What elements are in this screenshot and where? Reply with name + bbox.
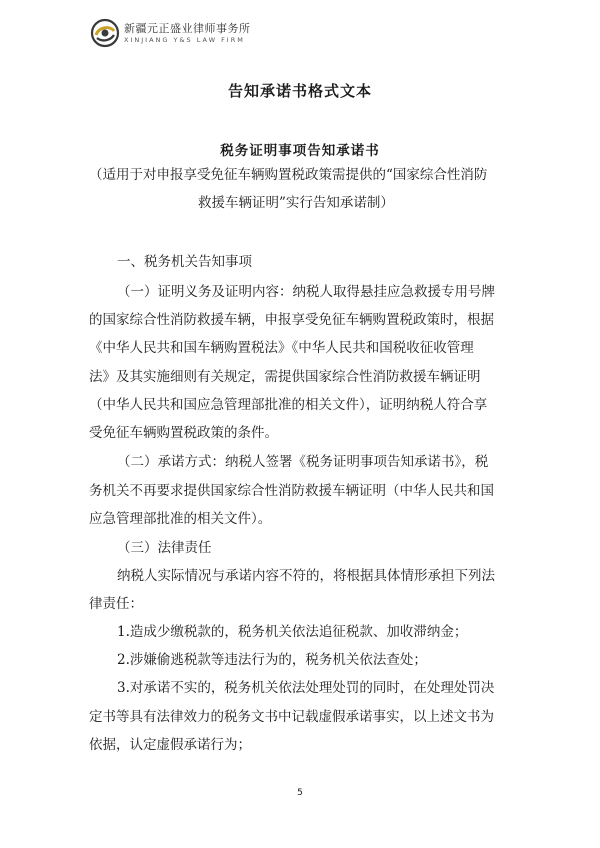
body-text-line: 《中华人民共和国车辆购置税法》《中华人民共和国税收征收管理: [89, 340, 474, 356]
body-text-line: 的国家综合性消防救援车辆，申报享受免征车辆购置税政策时，根据: [89, 312, 494, 328]
body-text-line: （二）承诺方式：纳税人签署《税务证明事项告知承诺书》，税: [117, 454, 489, 470]
list-item: 1.造成少缴税款的，税务机关依法追征税款、加收滞纳金；: [117, 624, 468, 640]
list-item-continuation: 依据，认定虚假承诺行为；: [89, 737, 251, 753]
body-text-line: （中华人民共和国应急管理部批准的相关文件），证明纳税人符合享: [89, 397, 488, 413]
body-text-line: 法》及其实施细则有关规定，需提供国家综合性消防救援车辆证明: [89, 369, 481, 385]
body-text-line: （一）证明义务及证明内容：纳税人取得悬挂应急救援专用号牌: [117, 284, 495, 300]
body-text-line: 受免征车辆购置税政策的条件。: [89, 425, 278, 441]
scope-note-line: （适用于对申报享受免征车辆购置税政策需提供的“国家综合性消防: [89, 167, 488, 183]
letterhead: [90, 18, 310, 48]
law-firm-logo-icon: [90, 18, 120, 48]
list-item: 2.涉嫌偷逃税款等违法行为的，税务机关依法查处；: [117, 652, 427, 668]
body-text-line: 务机关不再要求提供国家综合性消防救援车辆证明（中华人民共和国: [89, 483, 494, 499]
section-heading: 一、税务机关告知事项: [117, 254, 252, 270]
page-number: 5: [297, 788, 303, 798]
list-item: 3.对承诺不实的，税务机关依法处理处罚的同时，在处理处罚决: [117, 680, 495, 696]
subsection-heading: （三）法律责任: [117, 540, 212, 556]
body-text-line: 律责任：: [89, 596, 143, 612]
scope-note-line: 救援车辆证明”实行告知承诺制）: [198, 195, 394, 211]
section-title: 税务证明事项告知承诺书: [220, 143, 380, 159]
list-item-continuation: 定书等具有法律效力的税务文书中记载虚假承诺事实，以上述文书为: [89, 709, 494, 725]
body-text-line: 应急管理部批准的相关文件）。: [89, 511, 272, 527]
body-text-line: 纳税人实际情况与承诺内容不符的，将根据具体情形承担下列法: [117, 568, 495, 584]
firm-name-cn: 新疆元正盛业律师事务所: [124, 22, 251, 35]
firm-name-en: XINJIANG Y&S LAW FIRM: [124, 36, 245, 44]
document-title: 告知承诺书格式文本: [227, 82, 372, 100]
